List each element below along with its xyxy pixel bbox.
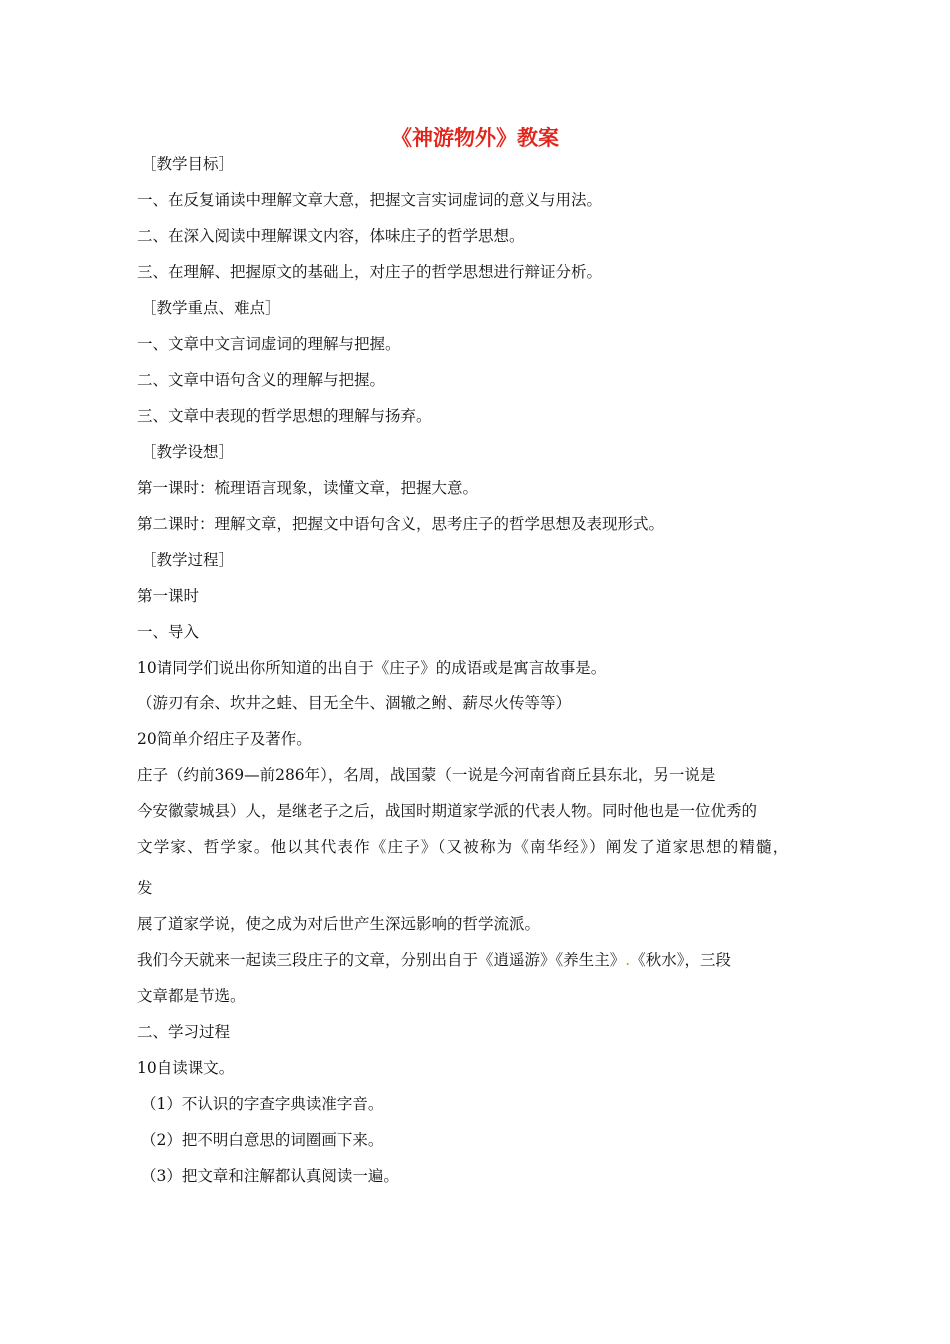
today-paragraph-line: 文章都是节选。	[137, 987, 246, 1005]
design-item: 第二课时：理解文章，把握文中语句含义，思考庄子的哲学思想及表现形式。	[137, 515, 665, 533]
study-item: （1）不认识的字查字典读准字音。	[141, 1095, 384, 1113]
section-heading-keypoints: ［教学重点、难点］	[141, 299, 281, 317]
objective-item: 三、在理解、把握原文的基础上，对庄子的哲学思想进行辩证分析。	[137, 263, 603, 281]
bio-line: 展了道家学说，使之成为对后世产生深远影响的哲学流派。	[137, 915, 541, 933]
bio-line: 庄子（约前369—前286年），名周，战国蒙（一说是今河南省商丘县东北，另一说是	[137, 766, 716, 784]
objective-item: 一、在反复诵读中理解文章大意，把握文言实词虚词的意义与用法。	[137, 191, 603, 209]
design-item: 第一课时：梳理语言现象，读懂文章，把握大意。	[137, 479, 479, 497]
keypoint-item: 一、文章中文言词虚词的理解与把握。	[137, 335, 401, 353]
bio-line: 今安徽蒙城县）人，是继老子之后，战国时期道家学派的代表人物。同时他也是一位优秀的	[137, 802, 758, 820]
study-item: （3）把文章和注解都认真阅读一遍。	[141, 1167, 399, 1185]
today-text: 《秋水》，三段	[630, 951, 731, 969]
lesson-heading: 第一课时	[137, 587, 200, 605]
intro-step: 10请同学们说出你所知道的出自于《庄子》的成语或是寓言故事是。	[137, 659, 607, 677]
study-item: （2）把不明白意思的词圈画下来。	[141, 1131, 384, 1149]
highlighted-dot: .	[625, 951, 631, 969]
document-title: 《神游物外》教案	[391, 126, 559, 150]
objective-item: 二、在深入阅读中理解课文内容，体味庄子的哲学思想。	[137, 227, 525, 245]
intro-examples: （游刃有余、坎井之蛙、目无全牛、涸辙之鲋、薪尽火传等等）	[137, 694, 572, 712]
keypoint-item: 三、文章中表现的哲学思想的理解与扬弃。	[137, 407, 432, 425]
bio-line: 发	[137, 879, 153, 897]
section-heading-design: ［教学设想］	[141, 443, 235, 461]
intro-heading: 一、导入	[137, 623, 200, 641]
today-text: 我们今天就来一起读三段庄子的文章，分别出自于《逍遥游》《养生主》	[137, 951, 626, 969]
today-paragraph	[137, 948, 731, 970]
section-heading-process: ［教学过程］	[141, 551, 235, 569]
keypoint-item: 二、文章中语句含义的理解与把握。	[137, 371, 386, 389]
study-heading: 二、学习过程	[137, 1023, 231, 1041]
section-heading-objectives: ［教学目标］	[141, 155, 235, 173]
bio-line: 文学家、哲学家。他以其代表作《庄子》（又被称为《南华经》）阐发了道家思想的精髓，	[137, 838, 790, 856]
study-step: 10自读课文。	[137, 1059, 235, 1077]
intro-step: 20简单介绍庄子及著作。	[137, 730, 312, 748]
